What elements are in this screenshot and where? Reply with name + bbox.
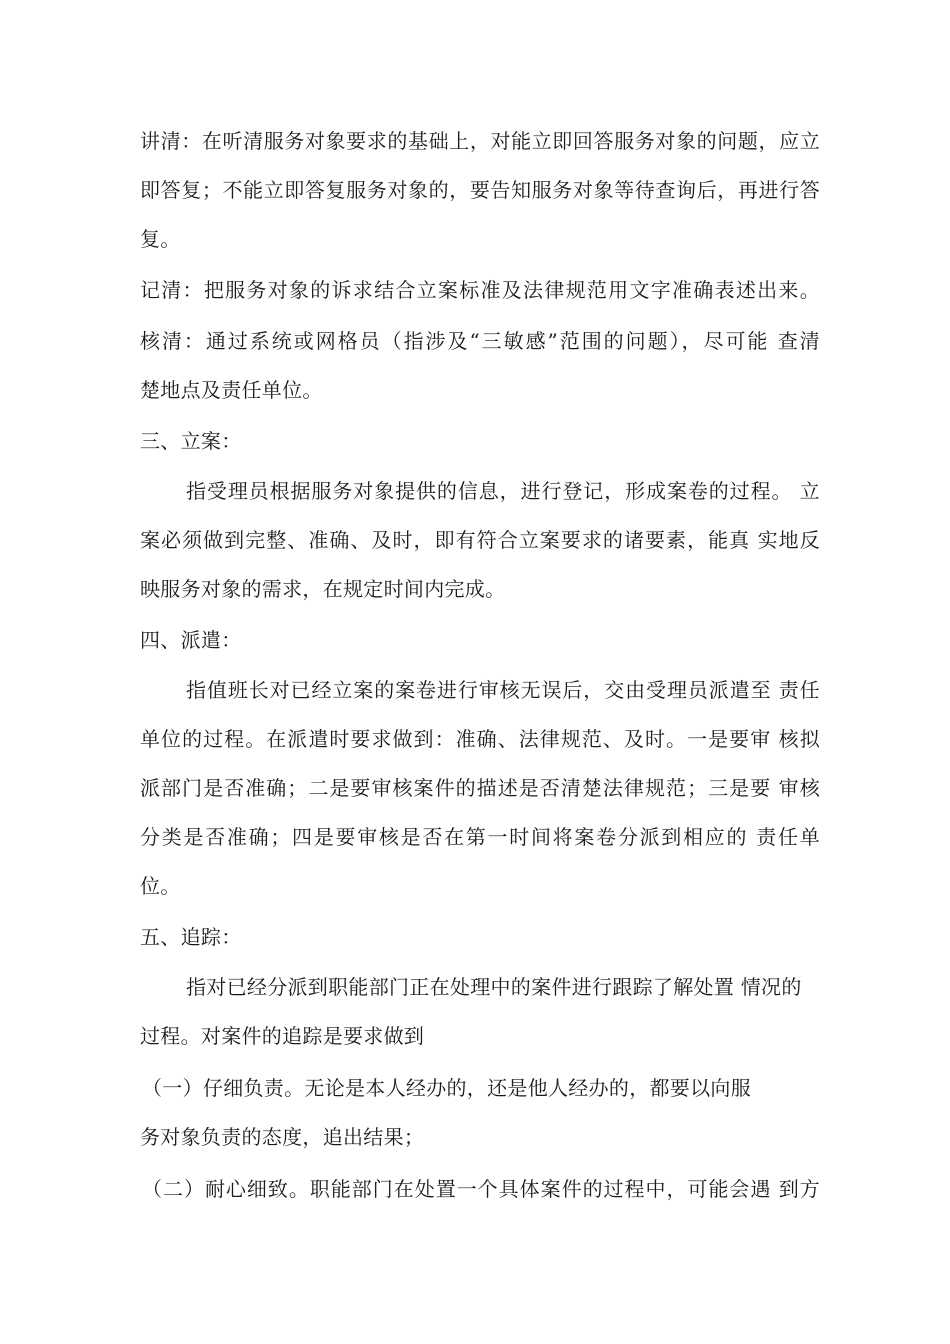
paragraph-verify-line-2: 楚地点及责任单位。: [140, 378, 323, 402]
paragraph-dispatch-line-1: 指值班长对已经立案的案卷进行审核无误后，交由受理员派遣至 责任: [186, 678, 820, 702]
list-item-1-line-2: 务对象负责的态度，追出结果；: [140, 1125, 425, 1149]
paragraph-register-line-3: 映服务对象的需求，在规定时间内完成。: [140, 577, 506, 601]
paragraph-register-line-1: 指受理员根据服务对象提供的信息，进行登记，形成案卷的过程。 立: [186, 479, 820, 503]
paragraph-explain-line-1: 讲清：在听清服务对象要求的基础上，对能立即回答服务对象的问题，应立: [140, 129, 820, 153]
paragraph-dispatch-line-4: 分类是否准确；四是要审核是否在第一时间将案卷分派到相应的 责任单: [140, 825, 820, 849]
list-item-1-line-1: （一）仔细负责。无论是本人经办的，还是他人经办的，都要以向服: [142, 1076, 751, 1100]
paragraph-tracking-line-1: 指对已经分派到职能部门正在处理中的案件进行跟踪了解处置 情况的: [186, 975, 802, 999]
paragraph-record-line-1: 记清：把服务对象的诉求结合立案标准及法律规范用文字准确表述出来。: [140, 278, 820, 302]
paragraph-dispatch-line-3: 派部门是否准确；二是要审核案件的描述是否清楚法律规范；三是要 审核: [140, 776, 820, 800]
paragraph-dispatch-line-5: 位。: [140, 874, 181, 898]
section-heading-dispatch: 四、派遣：: [140, 628, 242, 652]
paragraph-tracking-line-2: 过程。对案件的追踪是要求做到: [140, 1024, 425, 1048]
paragraph-explain-line-3: 复。: [140, 227, 181, 251]
paragraph-register-line-2: 案必须做到完整、准确、及时，即有符合立案要求的诸要素，能真 实地反: [140, 528, 820, 552]
paragraph-explain-line-2: 即答复；不能立即答复服务对象的，要告知服务对象等待查询后，再进行答: [140, 178, 820, 202]
paragraph-verify-line-1: 核清：通过系统或网格员（指涉及“三敏感”范围的问题），尽可能 查清: [140, 329, 820, 353]
section-heading-tracking: 五、追踪：: [140, 925, 242, 949]
section-heading-register: 三、立案：: [140, 429, 242, 453]
paragraph-dispatch-line-2: 单位的过程。在派遣时要求做到：准确、法律规范、及时。一是要审 核拟: [140, 727, 820, 751]
list-item-2-line-1: （二）耐心细致。职能部门在处置一个具体案件的过程中，可能会遇 到方: [142, 1177, 820, 1201]
